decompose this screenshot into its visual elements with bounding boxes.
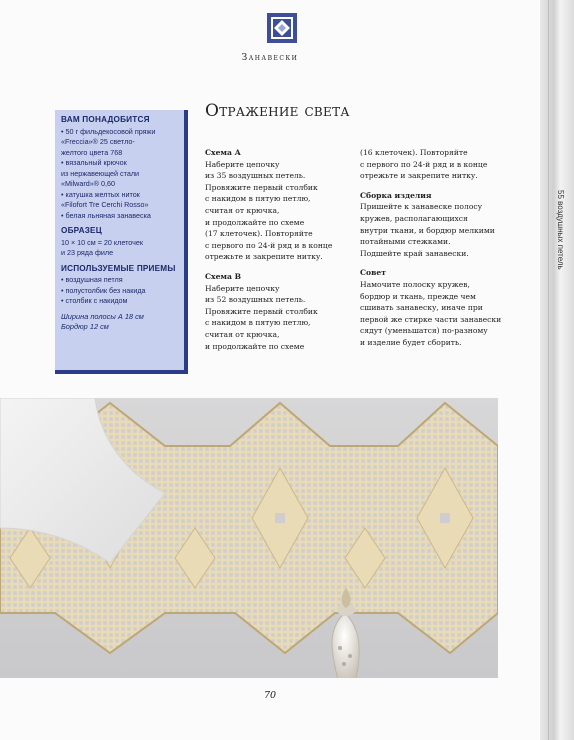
list-item: • столбик с накидом [61, 296, 128, 305]
assembly-title: Сборка изделия [360, 190, 432, 200]
text-line: с первого по 24-й ряд и в конце [205, 240, 333, 250]
advice-title: Совет [360, 268, 386, 278]
list-item: • вязальный крючок [61, 158, 127, 167]
text-line: (16 клеточек). Повторяйте [360, 148, 468, 157]
list-item: «Filofort Tre Cerchi Rosso» [61, 200, 149, 209]
list-item: • катушка желтых ниток [61, 189, 140, 199]
scheme-b-continued [360, 147, 510, 182]
text-line: и продолжайте по схеме [205, 341, 305, 351]
advice-text [360, 279, 510, 349]
text-line: бордюр и ткань, прежде чем [360, 291, 476, 301]
instructions-column-2 [360, 147, 510, 357]
text-line: Подшейте край занавески. [360, 248, 469, 258]
binding-edge [540, 0, 574, 740]
list-item: желтого цвета 768 [61, 147, 123, 157]
text-line: внутри ткани, и бордюр мелкими [360, 225, 495, 235]
instructions-column-1 [205, 147, 350, 360]
text-line: Пришейте к занавеске полосу [360, 202, 483, 212]
text-line: из 52 воздушных петель. [205, 295, 306, 305]
materials-list [61, 127, 178, 222]
scheme-a-text [205, 159, 350, 263]
list-item: • полустолбик без накида [61, 285, 146, 295]
scheme-b-text [205, 283, 350, 353]
text-line: отрежьте и закрепите нитку. [360, 171, 478, 181]
text-line: потайными стежками. [360, 237, 451, 247]
size-note [61, 312, 178, 333]
text-line: сядут (уменьшатся) по-разному [360, 326, 488, 336]
side-edge-text: 55 воздушных петель [556, 190, 565, 270]
materials-title: ВАМ ПОНАДОБИТСЯ [61, 115, 150, 124]
scheme-a-title: Схема А [205, 148, 241, 157]
list-item: из нержавеющей стали [61, 168, 140, 178]
materials-sidebar [55, 110, 188, 374]
text-line: и изделие будет сборить. [360, 337, 462, 347]
section-header: Занавески [241, 53, 299, 63]
text-line: кружев, располагающихся [360, 213, 468, 223]
text-line: считая от крючка, [205, 205, 280, 215]
text-line: первой же стирке части занавески [360, 314, 502, 324]
text-line: с накидом в пятую петлю, [205, 318, 311, 328]
text-line: из 35 воздушных петель. [205, 171, 306, 181]
text-line: и продолжайте по схеме [205, 217, 305, 227]
note-line: Бордюр 12 см [61, 322, 109, 331]
text-line: сшивать занавеску, иначе при [360, 303, 483, 313]
scheme-b-title: Схема В [205, 271, 241, 281]
section-logo-icon [267, 13, 297, 43]
text-line: считая от крючка, [205, 329, 280, 339]
techniques-title: ИСПОЛЬЗУЕМЫЕ ПРИЕМЫ [61, 263, 176, 273]
list-item: и 23 ряда филе [61, 248, 114, 257]
list-item: • воздушная петля [61, 275, 123, 284]
assembly-text [360, 201, 510, 259]
sample-title: ОБРАЗЕЦ [61, 226, 102, 235]
text-line: с первого по 24-й ряд и в конце [360, 159, 488, 169]
sample-list [61, 238, 178, 259]
list-item: • белая льняная занавеска [61, 210, 151, 220]
list-item: 10 × 10 см = 20 клеточек [61, 237, 144, 247]
page-title: Отражение света [205, 101, 350, 121]
text-line: Наберите цепочку [205, 159, 280, 169]
page-number: 70 [263, 690, 277, 701]
text-line: Провяжите первый столбик [205, 182, 318, 192]
note-line: Ширина полосы А 18 см [61, 311, 144, 321]
list-item: «Freccia»® 25 светло- [61, 137, 135, 146]
text-line: Провяжите первый столбик [205, 306, 318, 316]
lace-curtain-photo [0, 398, 498, 678]
text-line: Намочите полоску кружев, [360, 279, 470, 289]
list-item: • 50 г фильдекосовой пряжи [61, 126, 156, 136]
text-line: Наберите цепочку [205, 283, 280, 293]
text-line: с накидом в пятую петлю, [205, 194, 311, 204]
text-line: отрежьте и закрепите нитку. [205, 252, 323, 262]
techniques-list [61, 275, 178, 307]
text-line: (17 клеточек). Повторяйте [205, 229, 313, 239]
list-item: «Milward»® 0,60 [61, 179, 116, 188]
